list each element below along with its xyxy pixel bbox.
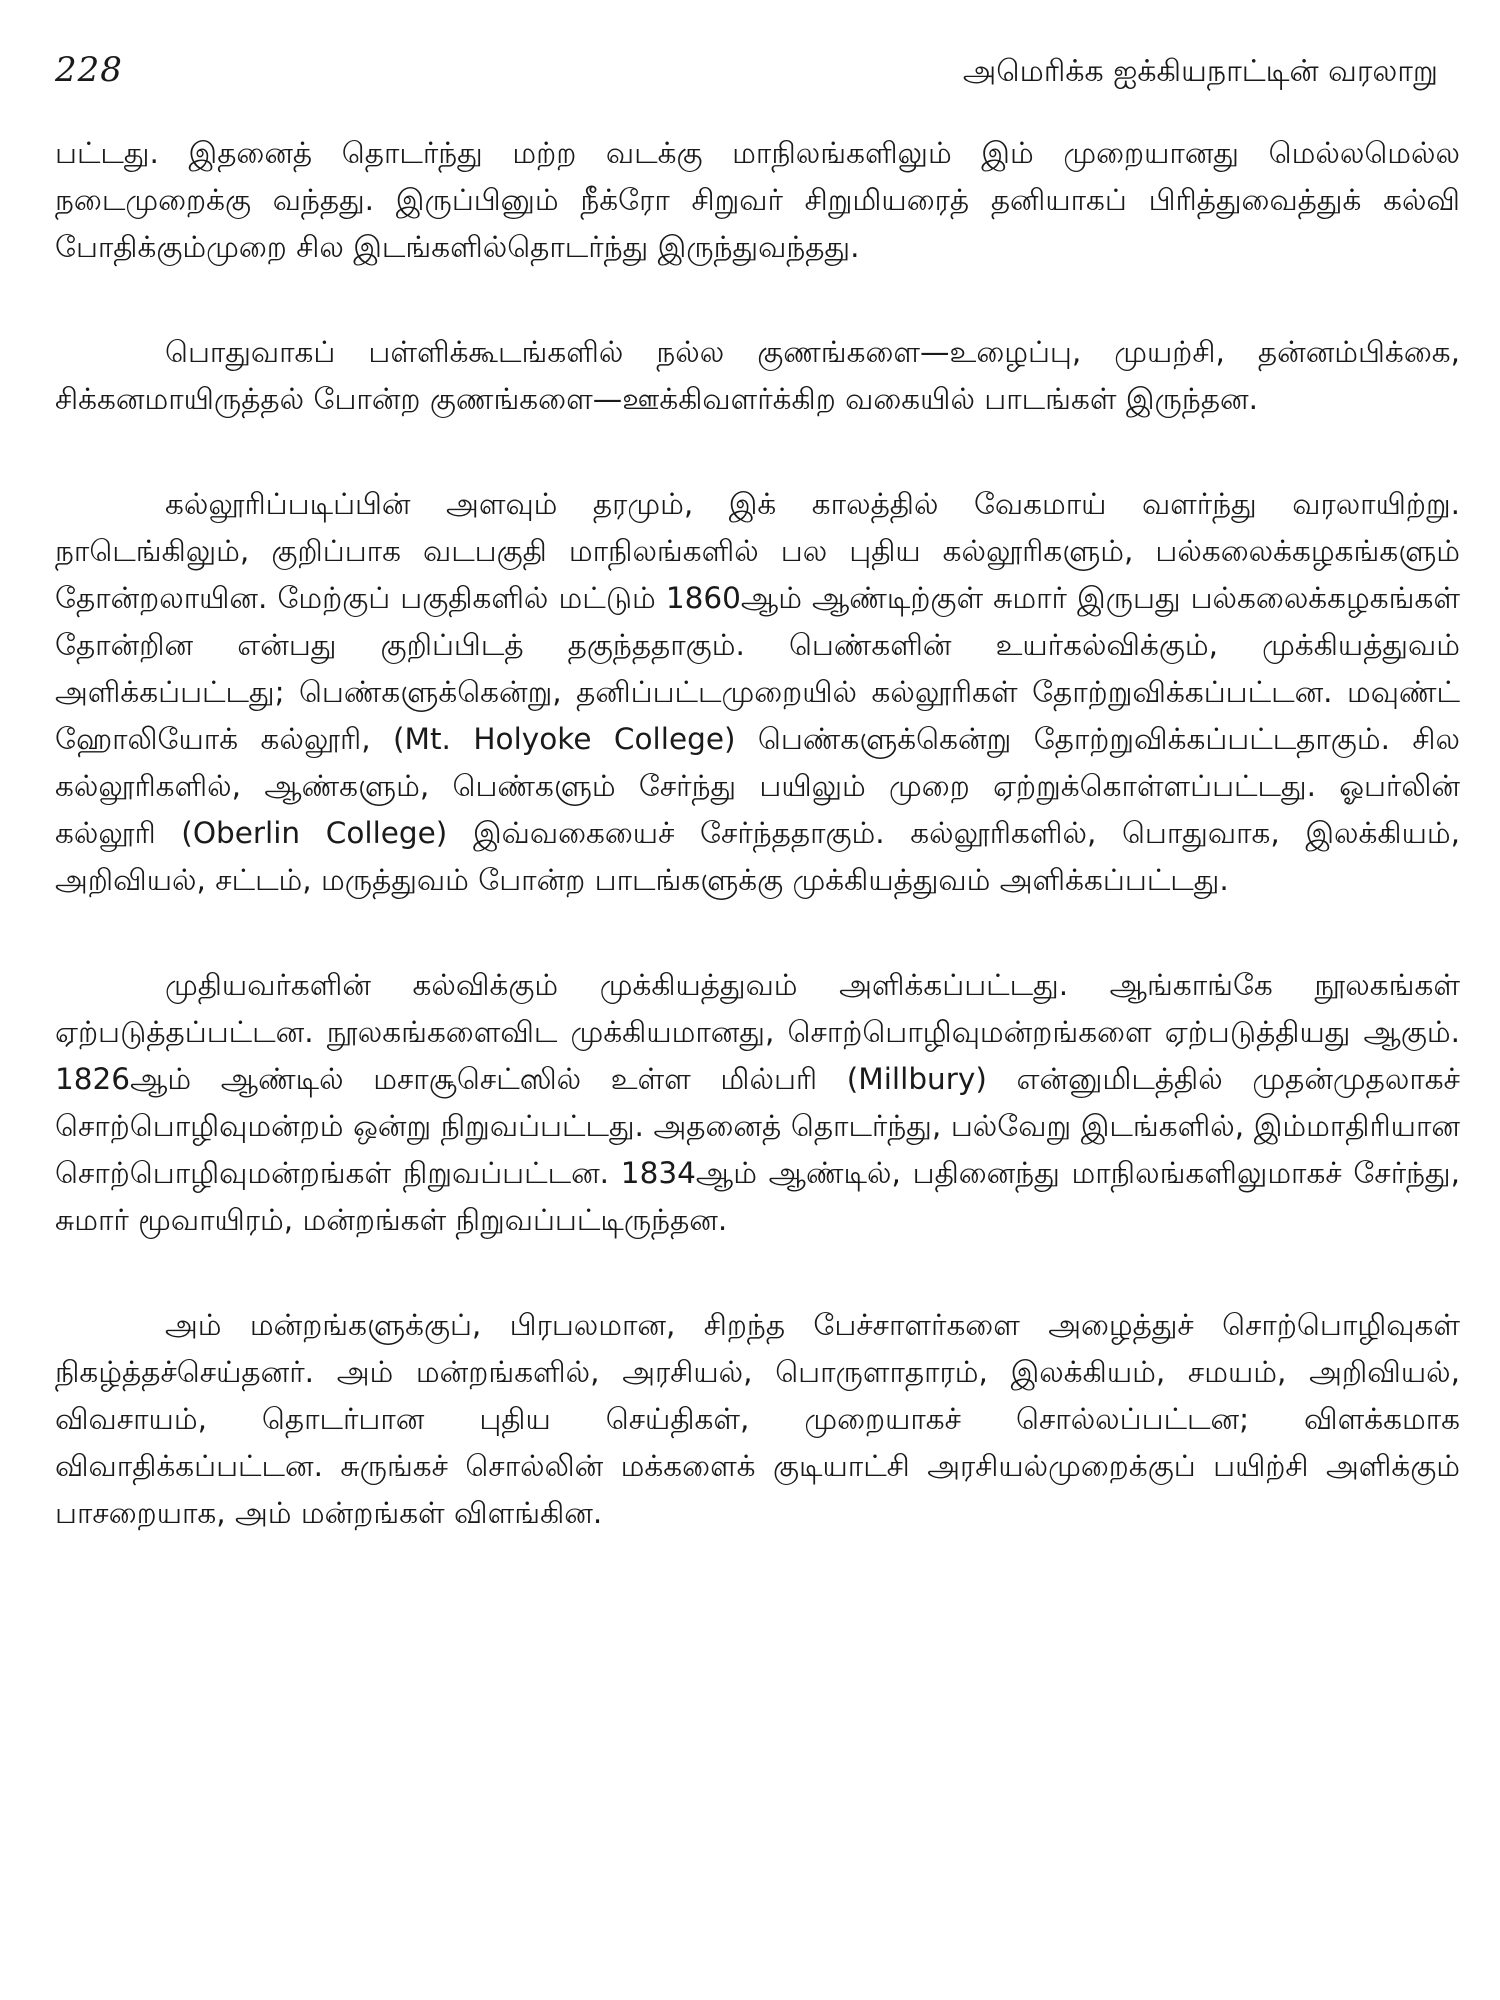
page-number: 228 [55,50,123,90]
paragraph-lecture-forums [55,1302,1460,1537]
paragraph-adult-education [55,962,1460,1244]
paragraph-text: கல்லூரிப்படிப்பின் அளவும் தரமும், இக் காலத்தில் வேகமாய் வளர்ந்து வரலாயிற்று. நாடெங்கிலும், குறிப்பாக வடபகுதி மாநிலங்களில் பல புதிய கல்லூரிகளும், பல்கலைக்கழகங்களும் தோன்றலாயின. மேற்குப் பகுதிகளில் மட்டும் 1860ஆம் ஆண்டிற்குள் சுமார் இருபது பல்கலைக்கழகங்கள் தோன்றின என்பது குறிப்பிடத் தகுந்ததாகும். பெண்களின் உயர்கல்விக்கும், முக்கியத்துவம் அளிக்கப்பட்டது; பெண்களுக்கென்று, தனிப்பட்டமுறையில் கல்லூரிகள் தோற்றுவிக்கப்பட்டன. மவுண்ட் ஹோலியோக் கல்லூரி, (Mt. Holyoke College) பெண்களுக்கென்று தோற்றுவிக்கப்பட்டதாகும். சில கல்லூரிகளில், ஆண்களும், பெண்களும் சேர்ந்து பயிலும் முறை ஏற்றுக்கொள்ளப்பட்டது. ஓபர்லின் கல்லூரி (Oberlin College) இவ்வகையைச் சேர்ந்ததாகும். கல்லூரிகளில், பொதுவாக, இலக்கியம், அறிவியல், சட்டம், மருத்துவம் போன்ற பாடங்களுக்கு முக்கியத்துவம் அளிக்கப்பட்டது. [55,487,1460,897]
paragraph-text: முதியவர்களின் கல்விக்கும் முக்கியத்துவம் அளிக்கப்பட்டது. ஆங்காங்கே நூலகங்கள் ஏற்படுத்தப்பட்டன. நூலகங்களைவிட முக்கியமானது, சொற்பொழிவுமன்றங்களை ஏற்படுத்தியது ஆகும். 1826ஆம் ஆண்டில் மசாசூசெட்ஸில் உள்ள மில்பரி (Millbury) என்னுமிடத்தில் முதன்முதலாகச் சொற்பொழிவுமன்றம் ஒன்று நிறுவப்பட்டது. அதனைத் தொடர்ந்து, பல்வேறு இடங்களில், இம்மாதிரியான சொற்பொழிவுமன்றங்கள் நிறுவப்பட்டன. 1834ஆம் ஆண்டில், பதினைந்து மாநிலங்களிலுமாகச் சேர்ந்து, சுமார் மூவாயிரம், மன்றங்கள் நிறுவப்பட்டிருந்தன. [55,968,1460,1237]
paragraph-continued [55,130,1460,271]
running-head [55,50,1460,106]
body-text [55,130,1460,1537]
paragraph-text: பட்டது. இதனைத் தொடர்ந்து மற்ற வடக்கு மாநிலங்களிலும் இம் முறையானது மெல்லமெல்ல நடைமுறைக்கு வந்தது. இருப்பினும் நீக்ரோ சிறுவர் சிறுமியரைத் தனியாகப் பிரித்துவைத்துக் கல்வி போதிக்கும்முறை சில இடங்களில்தொடர்ந்து இருந்துவந்தது. [55,136,1460,264]
paragraph-text: பொதுவாகப் பள்ளிக்கூடங்களில் நல்ல குணங்களை—உழைப்பு, முயற்சி, தன்னம்பிக்கை, சிக்கனமாயிருத்தல் போன்ற குணங்களை—ஊக்கிவளர்க்கிற வகையில் பாடங்கள் இருந்தன. [55,335,1460,416]
paragraph-school-virtues [55,329,1460,423]
book-title: அமெரிக்க ஐக்கியநாட்டின் வரலாறு [962,54,1438,89]
paragraph-colleges [55,481,1460,904]
paragraph-text: அம் மன்றங்களுக்குப், பிரபலமான, சிறந்த பேச்சாளர்களை அழைத்துச் சொற்பொழிவுகள் நிகழ்த்தச்செய்தனர். அம் மன்றங்களில், அரசியல், பொருளாதாரம், இலக்கியம், சமயம், அறிவியல், விவசாயம், தொடர்பான புதிய செய்திகள், முறையாகச் சொல்லப்பட்டன; விளக்கமாக விவாதிக்கப்பட்டன. சுருங்கச் சொல்லின் மக்களைக் குடியாட்சி அரசியல்முறைக்குப் பயிற்சி அளிக்கும் பாசறையாக, அம் மன்றங்கள் விளங்கின. [55,1308,1460,1530]
